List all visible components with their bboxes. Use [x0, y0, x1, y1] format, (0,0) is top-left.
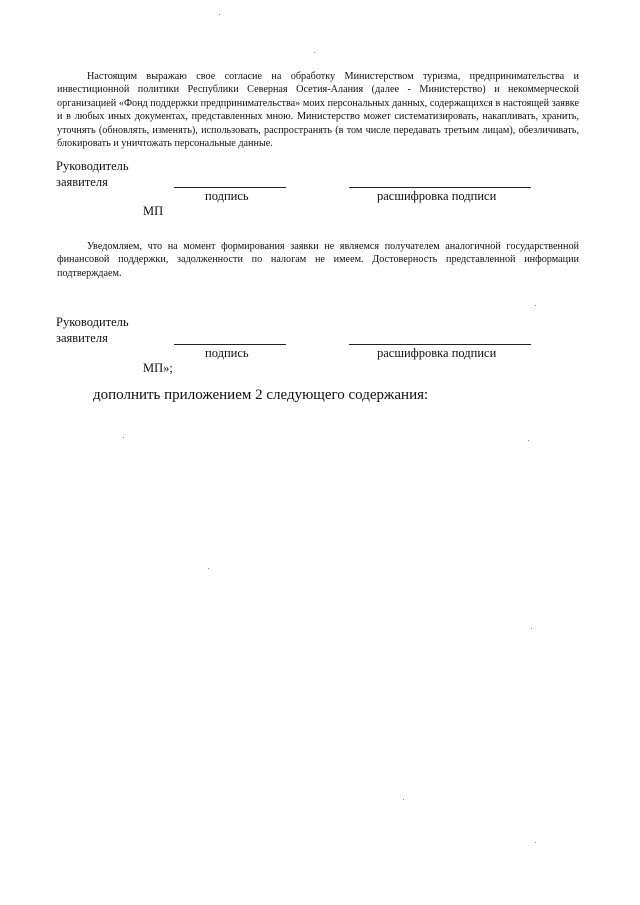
- signature-caption: подпись: [205, 189, 249, 203]
- notice-paragraph: Уведомляем, что на момент формирования заявки не являемся получателем аналогичной государственной финансовой поддержки, задолженности по налогам не имеем. Достоверность представленной информации подтверждаем.: [57, 241, 579, 279]
- stamp-mark: МП»;: [143, 361, 173, 375]
- applicant-head-label: Руководитель: [56, 159, 129, 173]
- consent-paragraph: Настоящим выражаю свое согласие на обработку Министерством туризма, предпринимательства и инвестиционной политики Республики Северная Осетия-Алания (далее - Министерство) и некоммерческой организацией «Фонд поддержки предпринимательства» моих персональных данных, содержащихся в настоящей заявке и в любых иных документах, представленных мною. Министерство может систематизировать, накапливать, хранить, уточнять (обновлять, изменять), использовать, распространять (в том числе передавать третьим лицам), обезличивать, блокировать и уничтожать персональные данные.: [57, 71, 579, 150]
- stamp-mark: МП: [143, 204, 164, 218]
- signature-caption: подпись: [205, 346, 249, 360]
- scan-speck: [528, 440, 529, 441]
- scan-speck: [219, 14, 220, 15]
- applicant-label: заявителя: [56, 331, 108, 345]
- decoding-caption: расшифровка подписи: [377, 189, 497, 203]
- signature-line: [174, 344, 286, 345]
- decoding-line: [349, 344, 531, 345]
- applicant-head-label: Руководитель: [56, 315, 129, 329]
- closing-line: дополнить приложением 2 следующего содержания:: [93, 387, 429, 403]
- scan-speck: [314, 52, 315, 53]
- scan-speck: [535, 842, 536, 843]
- scan-speck: [123, 437, 124, 438]
- signature-line: [174, 187, 286, 188]
- scan-speck: [403, 799, 404, 800]
- decoding-caption: расшифровка подписи: [377, 346, 497, 360]
- applicant-label: заявителя: [56, 175, 108, 189]
- scan-speck: [535, 305, 536, 306]
- scan-speck: [208, 568, 209, 569]
- decoding-line: [349, 187, 531, 188]
- scan-speck: [531, 628, 532, 629]
